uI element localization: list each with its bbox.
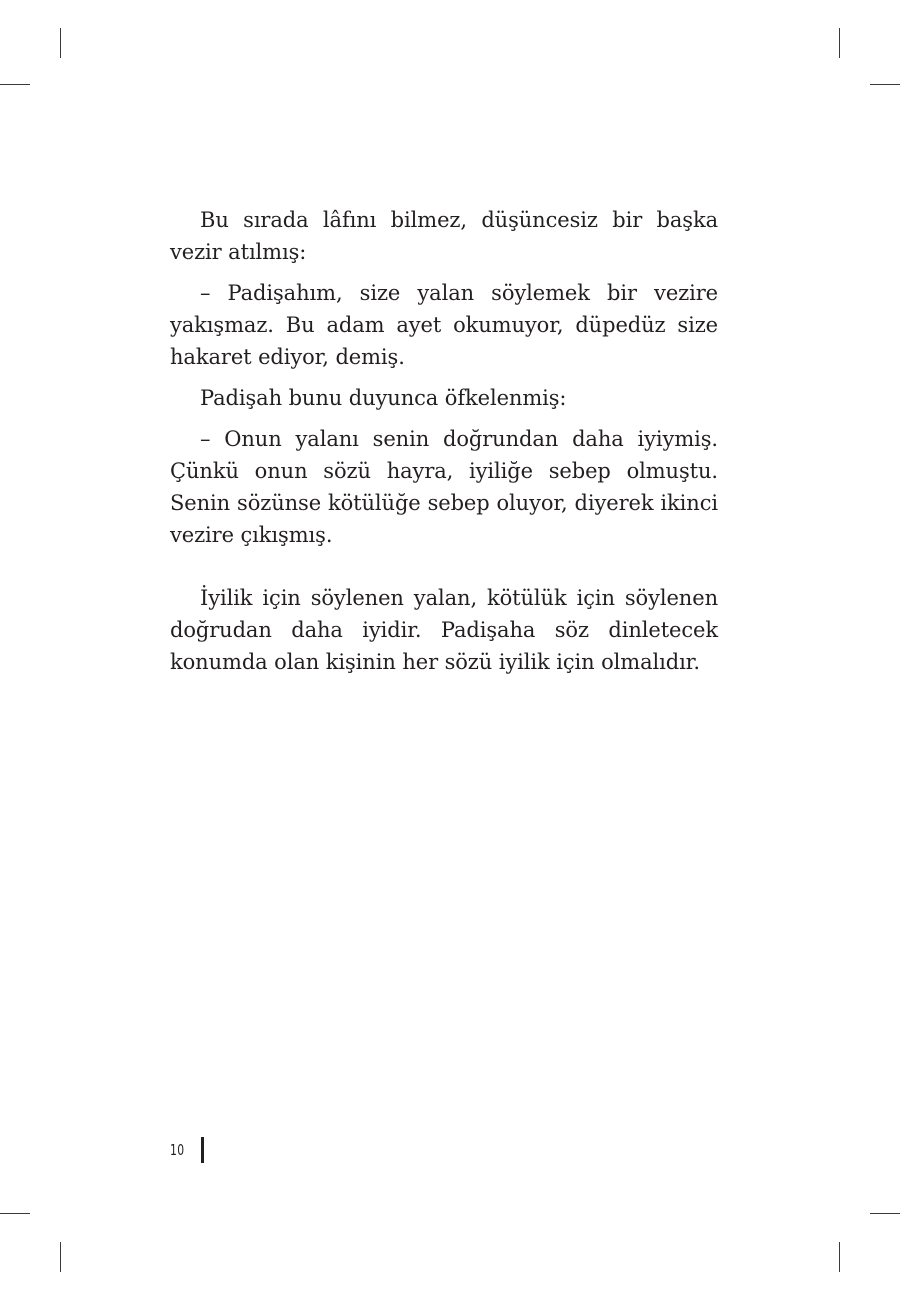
page-footer xyxy=(170,1137,190,1163)
page-number-bar xyxy=(201,1137,204,1163)
paragraph: – Padişahım, size yalan söylemek bir vezire yakışmaz. Bu adam ayet okumuyor, düpedüz size hakaret ediyor, demiş. xyxy=(170,281,718,369)
paragraph: – Onun yalanı senin doğrundan daha iyiymiş. Çünkü onun sözü hayra, iyiliğe sebep olmuştu. Senin sözünse kötülüğe sebep oluyor, diyerek ikinci vezire çıkışmış. xyxy=(170,427,718,547)
crop-mark-bottom-left-horizontal xyxy=(0,1213,30,1214)
page-number: 10 xyxy=(170,1141,185,1159)
crop-mark-bottom-right-vertical xyxy=(839,1242,840,1272)
crop-mark-top-left-horizontal xyxy=(0,84,30,85)
section-spacer xyxy=(170,560,718,582)
crop-mark-top-left-vertical xyxy=(60,28,61,58)
crop-mark-top-right-vertical xyxy=(839,28,840,58)
moral-paragraph: İyilik için söylenen yalan, kötülük için söylenen doğrudan daha iyidir. Padişaha söz dinletecek konumda olan kişinin her sözü iyilik için olmalıdır. xyxy=(170,586,718,674)
crop-mark-bottom-left-vertical xyxy=(60,1242,61,1272)
crop-mark-bottom-right-horizontal xyxy=(870,1213,900,1214)
paragraph: Padişah bunu duyunca öfkelenmiş: xyxy=(200,386,567,410)
crop-mark-top-right-horizontal xyxy=(870,84,900,85)
body-text xyxy=(170,204,718,687)
paragraph: Bu sırada lâfını bilmez, düşüncesiz bir başka vezir atılmış: xyxy=(170,208,718,264)
